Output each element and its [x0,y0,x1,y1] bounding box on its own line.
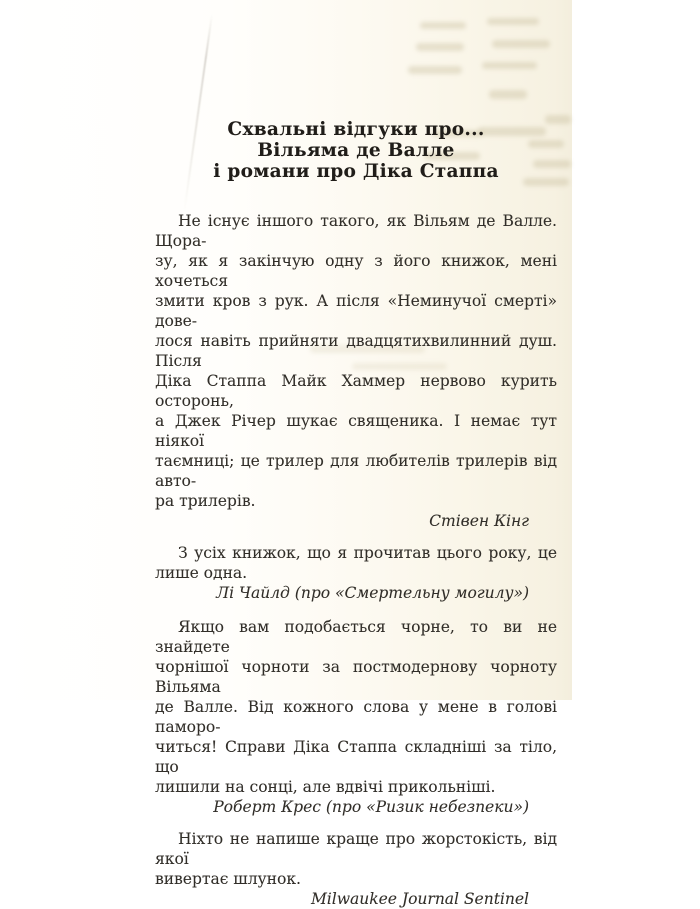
quote-line: чорнішої чорноти за постмодернову чорноту Вільяма [155,658,557,696]
quote-line: змити кров з рук. А після «Неминучої смерті» дове- [155,292,557,330]
page-title [155,0,557,182]
quote-line: читься! Справи Діка Стаппа складніші за тіло, що [155,738,557,776]
quote-line: зу, як я закінчую одну з його книжок, мені хочеться [155,252,557,290]
title-line: Вільяма де Валле [257,140,455,161]
quote-line: лишили на сонці, але вдвічі прикольніші. [155,778,496,796]
quote-block-stephen-king [155,211,557,531]
quote-line: Не існує іншого такого, як Вільям де Валле. Щора- [155,212,557,250]
quote-line: З усіх книжок, що я прочитав цього року, це [178,544,557,562]
quote-block-lee-child [155,543,557,603]
quote-line: вивертає шлунок. [155,870,301,888]
quote-line: Ніхто не напише краще про жорстокість, від якої [155,830,557,868]
quote-line: Діка Стаппа Майк Хаммер нервово курить осторонь, [155,372,557,410]
quote-attribution: Лі Чайлд (про «Смертельну могилу») [216,584,529,602]
title-line: і романи про Діка Стаппа [213,161,499,182]
quote-line: а Джек Річер шукає священика. І немає тут ніякої [155,412,557,450]
quote-block-milwaukee-journal [155,829,557,909]
quote-line: таємниці; це трилер для любителів трилерів від авто- [155,452,557,490]
quote-attribution: Milwaukee Journal Sentinel [310,890,529,908]
quote-line: Якщо вам подобається чорне, то ви не знайдете [155,618,557,656]
quote-block-robert-crais [155,617,557,817]
title-line: Схвальні відгуки про... [227,119,485,140]
quote-line: де Валле. Від кожного слова у мене в голові паморо- [155,698,557,736]
quote-attribution: Стівен Кінг [429,512,529,530]
quote-line: лося навіть прийняти двадцятихвилинний душ. Після [155,332,557,370]
quote-line: лише одна. [155,564,248,582]
page-content [155,0,557,909]
quote-line: ра трилерів. [155,492,256,510]
quote-attribution: Роберт Крес (про «Ризик небезпеки») [213,798,529,816]
